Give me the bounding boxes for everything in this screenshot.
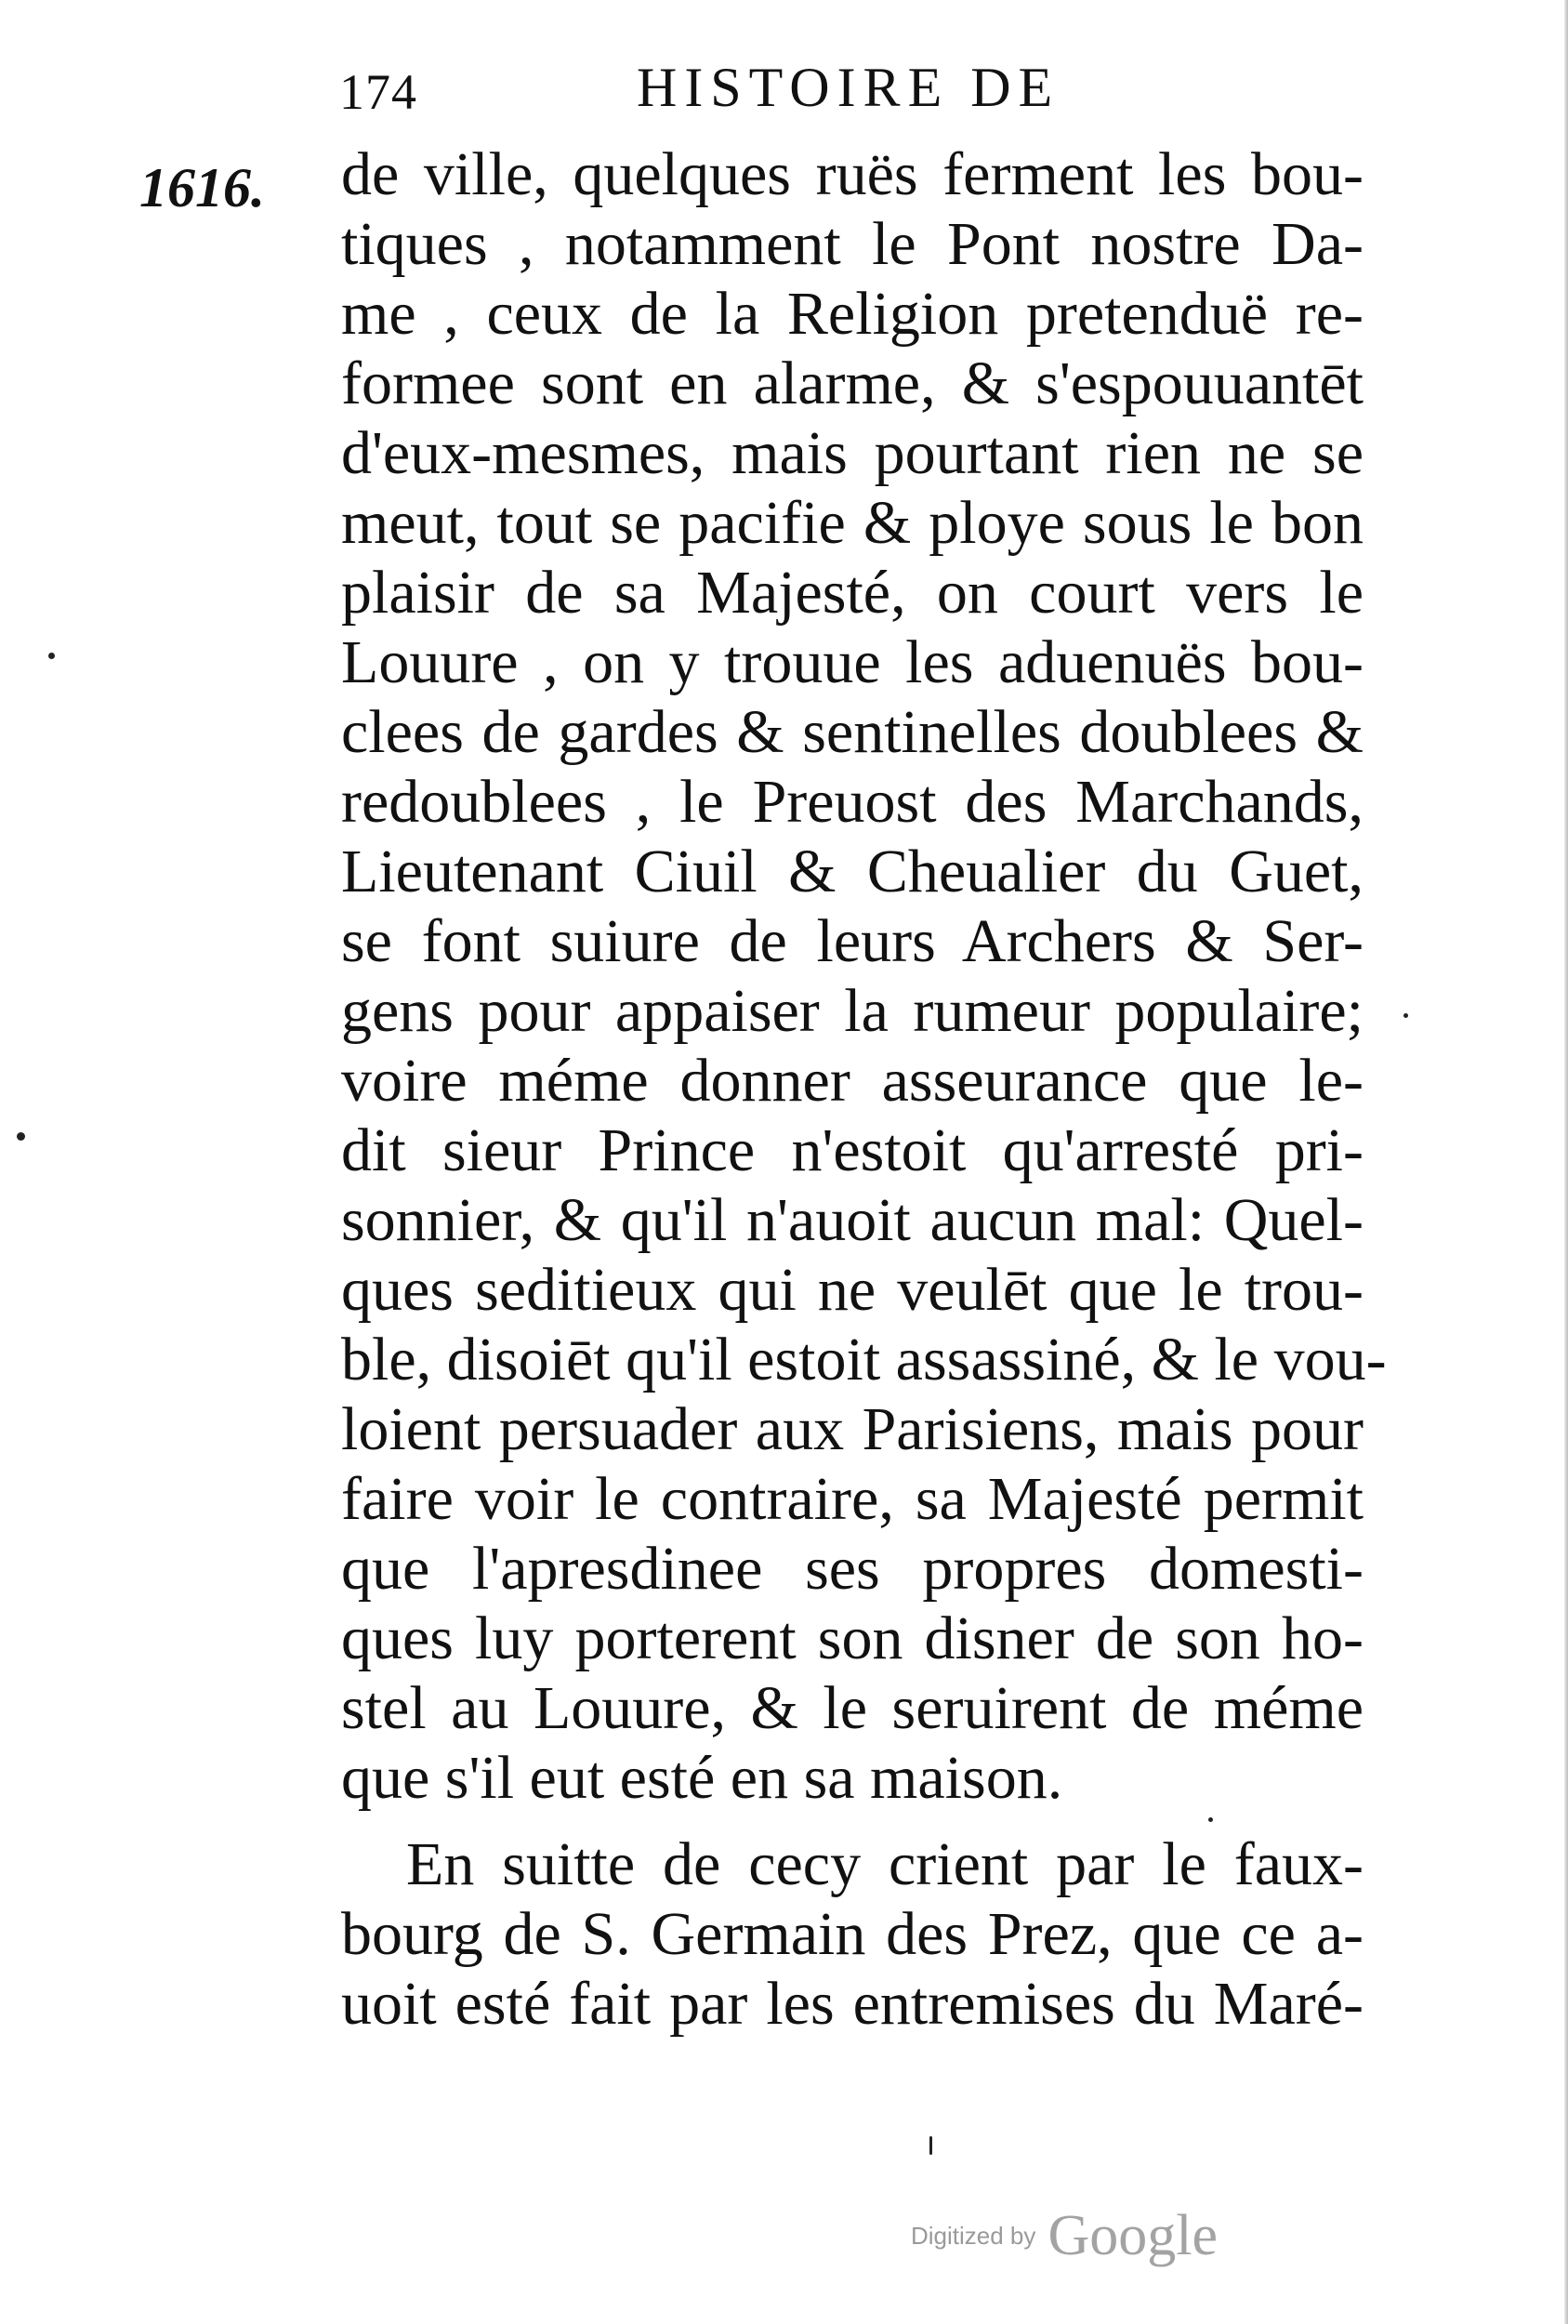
watermark-prefix: Digitized by: [911, 2222, 1036, 2250]
scan-speck: [17, 1132, 25, 1141]
text-line: tiques , notamment le Pont nostre Da-: [341, 210, 1364, 278]
running-title: HISTOIRE DE: [637, 57, 1061, 118]
text-line: loient persuader aux Parisiens, mais pour: [341, 1395, 1364, 1463]
text-line: meut, tout se pacifie & ploye sous le bon: [341, 489, 1364, 557]
text-line: formee sont en alarme, & s'espouuantēt: [341, 350, 1364, 417]
scan-speck: [1208, 1817, 1213, 1822]
text-line: ble, disoiēt qu'il estoit assassiné, & le vou-: [341, 1326, 1387, 1393]
text-line: de ville, quelques ruës ferment les bou-: [341, 140, 1364, 208]
text-line: ques seditieux qui ne veulēt que le trou-: [341, 1256, 1364, 1324]
google-logo: Google: [1048, 2204, 1219, 2267]
scan-speck: [1403, 1013, 1408, 1018]
scan-speck: [48, 653, 55, 659]
text-line: Louure , on y trouue les aduenuës bou-: [341, 628, 1364, 696]
text-line: que s'il eut esté en sa maison.: [341, 1744, 1063, 1812]
body-text: [341, 139, 1387, 2039]
text-line: dit sieur Prince n'estoit qu'arresté pri-: [341, 1116, 1364, 1184]
text-line: En suitte de cecy crient par le faux-: [406, 1830, 1364, 1898]
text-line: que l'apresdinee ses propres domesti-: [341, 1535, 1364, 1603]
page-header: [339, 56, 1176, 130]
digitized-watermark: [911, 2203, 1218, 2269]
text-line: redoublees , le Preuost des Marchands,: [341, 768, 1364, 836]
text-line: uoit esté fait par les entremises du Maré-: [341, 1970, 1364, 2038]
page-number: 174: [339, 64, 417, 120]
text-line: se font suiure de leurs Archers & Ser-: [341, 907, 1364, 975]
text-line: faire voir le contraire, sa Majesté permit: [341, 1465, 1364, 1533]
text-line: voire méme donner asseurance que le-: [341, 1047, 1364, 1115]
margin-year-note: 1616.: [139, 157, 265, 218]
text-line: stel au Louure, & le seruirent de méme: [341, 1674, 1364, 1742]
text-line: plaisir de sa Majesté, on court vers le: [341, 559, 1364, 627]
text-line: me , ceux de la Religion pretenduë re-: [341, 280, 1364, 348]
text-line: Lieutenant Ciuil & Cheualier du Guet,: [341, 838, 1364, 905]
text-line: gens pour appaiser la rumeur populaire;: [341, 977, 1364, 1045]
text-line: clees de gardes & sentinelles doublees &: [341, 698, 1364, 766]
page-edge: [1564, 0, 1568, 2324]
text-line: ques luy porterent son disner de son ho-: [341, 1604, 1364, 1672]
text-line: d'eux-mesmes, mais pourtant rien ne se: [341, 419, 1364, 487]
text-line: bourg de S. Germain des Prez, que ce a-: [341, 1900, 1364, 1968]
scan-speck: [929, 2136, 932, 2155]
text-line: sonnier, & qu'il n'auoit aucun mal: Quel-: [341, 1186, 1364, 1254]
